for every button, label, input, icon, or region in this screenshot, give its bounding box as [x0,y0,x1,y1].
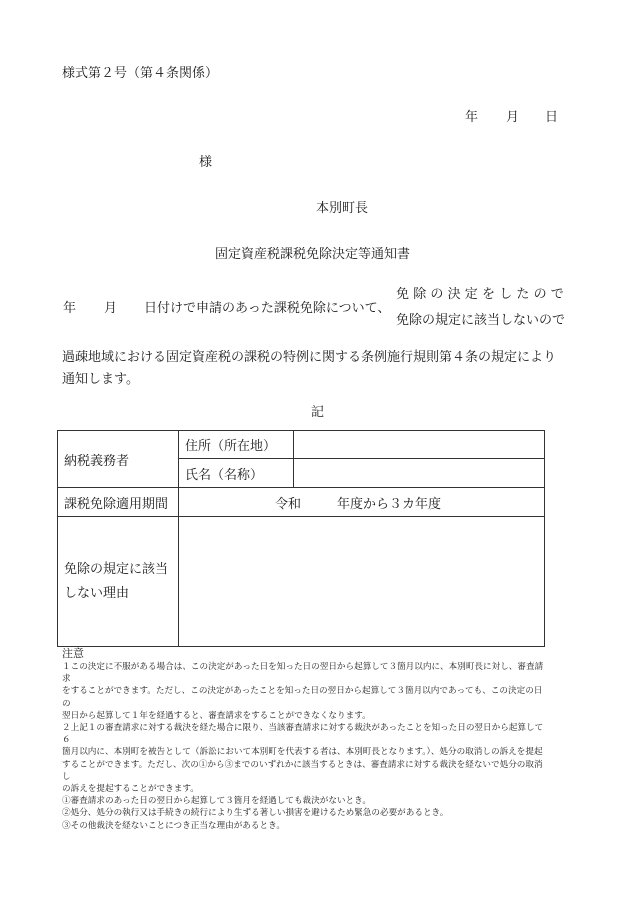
notes-line: 翌日から起算して１年を経過すると、審査請求をすることができなくなります。 [62,710,371,721]
period-text: 年度から３カ年度 [337,496,442,512]
option-approved: 免除の決定をしたので [396,287,569,302]
notes-section [62,647,548,832]
intro-year: 年 [63,301,77,316]
option-rejected: 免除の規定に該当しないので [396,313,566,328]
notes-line: 箇月以内に、本別町を被告として（訴訟において本別町を代表する者は、本別町長となります。）、処分の取消しの訴えを提起 [62,747,543,758]
notes-line: ①審査請求のあった日の翌日から起算して３箇月を経過しても裁決がないとき。 [62,796,371,807]
name-label: 氏名（名称） [179,459,294,488]
taxpayer-label: 納税義務者 [58,431,179,488]
notes-line: ③その他裁決を経ないことにつき正当な理由があるとき。 [62,820,285,831]
ki-heading: 記 [311,405,325,420]
notes-line: することができます。ただし、次の①から③までのいずれかに該当するときは、審査請求に対する裁決を経ないで処分の取消し [62,759,543,782]
period-field[interactable] [179,488,545,517]
name-field[interactable] [294,459,545,488]
date-year: 年 [465,110,479,125]
date-day: 日 [545,110,559,125]
body-text-2: 通知します。 [62,372,139,387]
body-text-1: 過疎地域における固定資産税の課税の特例に関する条例施行規則第４条の規定により [62,350,557,365]
intro-month: 月 [104,301,118,316]
address-field[interactable] [294,431,545,459]
addressee-suffix: 様 [199,155,213,170]
date-month: 月 [506,110,520,125]
notes-line: の訴えを提起することができます。 [62,784,199,795]
period-label: 課税免除適用期間 [58,488,179,517]
notes-heading: 注意 [62,647,84,660]
period-era: 令和 [275,496,302,512]
form-number: 様式第２号（第４条関係） [62,66,219,81]
notes-line: １この決定に不服がある場合は、この決定があった日を知った日の翌日から起算して３箇月以内に、本別町長に対し、審査請求 [62,662,544,685]
issuer: 本別町長 [316,201,369,216]
notice-table [57,430,545,647]
reason-label-line-2: しない理由 [64,585,130,601]
notes-line: ②処分、処分の執行又は手続きの続行により生ずる著しい損害を避けるため緊急の必要があるとき。 [62,808,449,819]
reason-field[interactable] [179,517,545,647]
notes-line: をすることができます。ただし、この決定があったことを知った日の翌日から起算して３箇月以内であっても、この決定の日の [62,686,543,709]
document-title: 固定資産税課税免除決定等通知書 [215,247,411,262]
notes-line: ２上記１の審査請求に対する裁決を経た場合に限り、当該審査請求に対する裁決があったことを知った日の翌日から起算して６ [62,723,544,746]
reason-label-line-1: 免除の規定に該当 [64,561,169,577]
address-label: 住所（所在地） [179,431,294,459]
intro-text: 日付けで申請のあった課税免除について、 [144,301,391,316]
reason-label [58,517,179,647]
